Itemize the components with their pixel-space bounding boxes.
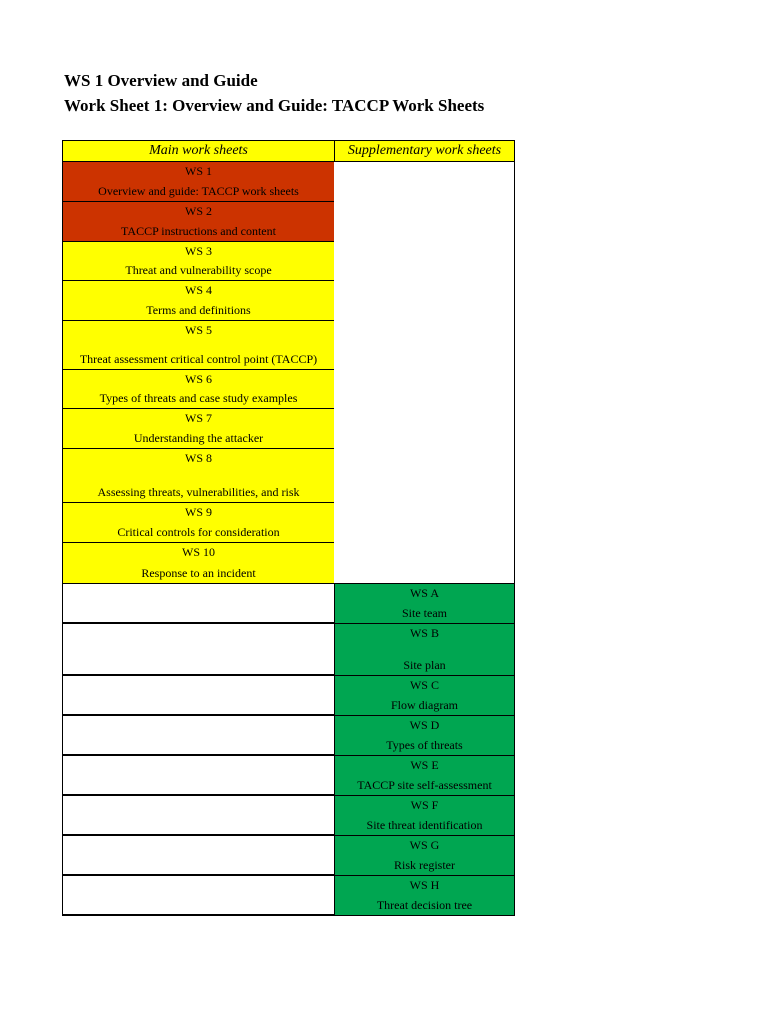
sheet-title: Threat and vulnerability scope [125, 263, 272, 277]
sheet-title: Critical controls for consideration [117, 525, 280, 539]
supplementary-sheet-row[interactable] [335, 716, 515, 756]
main-sheet-row[interactable] [62, 321, 335, 370]
sheet-title: Types of threats [386, 738, 463, 752]
sheet-title: Risk register [394, 858, 455, 872]
empty-main-cell [62, 796, 335, 836]
sheet-title: Site plan [403, 658, 446, 672]
sheet-code: WS 8 [185, 451, 212, 465]
sheet-code: WS 2 [185, 204, 212, 218]
sheet-title: Threat assessment critical control point (TACCP) [79, 352, 318, 366]
sheet-title: Understanding the attacker [133, 431, 264, 445]
sheet-code: WS 1 [185, 164, 212, 178]
sheet-code: WS G [409, 838, 440, 852]
supplementary-sheet-row[interactable] [335, 876, 515, 916]
empty-main-cell [62, 624, 335, 676]
main-sheet-row[interactable] [62, 370, 335, 409]
page-title: WS 1 Overview and Guide [64, 71, 258, 90]
supplementary-sheet-row[interactable] [335, 584, 515, 624]
sheet-title: TACCP instructions and content [121, 224, 276, 238]
sheet-title: Types of threats and case study examples [99, 391, 298, 405]
sheet-code: WS E [410, 758, 439, 772]
work-sheets-table [62, 140, 515, 916]
main-sheet-row[interactable] [62, 281, 335, 321]
main-sheet-row[interactable] [62, 162, 335, 202]
sheet-code: WS 9 [185, 505, 212, 519]
supplementary-sheet-row[interactable] [335, 836, 515, 876]
sheet-code: WS A [409, 586, 439, 600]
empty-main-cell [62, 876, 335, 916]
supplementary-sheet-row[interactable] [335, 756, 515, 796]
supplementary-sheet-row[interactable] [335, 624, 515, 676]
page-subtitle: Work Sheet 1: Overview and Guide: TACCP Work Sheets [64, 96, 485, 115]
main-sheet-row[interactable] [62, 543, 335, 584]
sheet-title: TACCP site self-assessment [357, 778, 492, 792]
supplementary-sheet-row[interactable] [335, 676, 515, 716]
sheet-code: WS 4 [185, 283, 212, 297]
main-sheet-row[interactable] [62, 242, 335, 281]
sheet-title: Assessing threats, vulnerabilities, and risk [97, 485, 300, 499]
sheet-title: Terms and definitions [146, 303, 251, 317]
main-sheet-row[interactable] [62, 503, 335, 543]
supplementary-sheets-header: Supplementary work sheets [334, 140, 515, 162]
sheet-code: WS 10 [182, 545, 215, 559]
sheet-title: Overview and guide: TACCP work sheets [98, 184, 299, 198]
main-sheet-row[interactable] [62, 449, 335, 503]
empty-main-cell [62, 756, 335, 796]
supplementary-sheet-row[interactable] [335, 796, 515, 836]
sheet-code: WS D [409, 718, 440, 732]
sheet-code: WS 6 [185, 372, 212, 386]
empty-main-cell [62, 836, 335, 876]
sheet-code: WS 7 [185, 411, 212, 425]
empty-main-cell [62, 584, 335, 624]
supplementary-empty-area [334, 162, 515, 584]
sheet-code: WS B [409, 626, 439, 640]
main-sheet-row[interactable] [62, 202, 335, 242]
empty-main-cell [62, 676, 335, 716]
sheet-code: WS H [409, 878, 440, 892]
main-sheet-row[interactable] [62, 409, 335, 449]
sheet-title: Response to an incident [141, 566, 256, 580]
sheet-code: WS 5 [185, 323, 212, 337]
main-sheets-header: Main work sheets [62, 140, 335, 162]
sheet-code: WS F [410, 798, 439, 812]
sheet-title: Site team [402, 606, 447, 620]
sheet-title: Threat decision tree [376, 898, 473, 912]
empty-main-cell [62, 716, 335, 756]
sheet-code: WS 3 [185, 244, 212, 258]
sheet-code: WS C [409, 678, 439, 692]
sheet-title: Site threat identification [366, 818, 483, 832]
sheet-title: Flow diagram [391, 698, 458, 712]
